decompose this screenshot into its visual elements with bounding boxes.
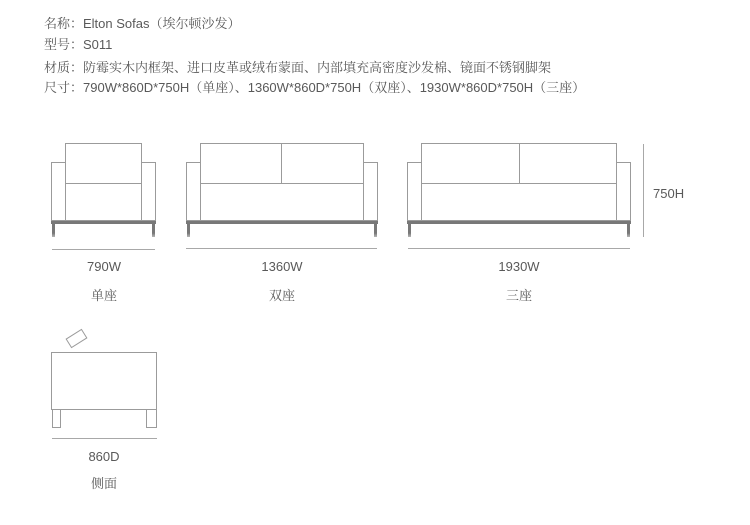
depth-dimension-label: 860D [88,449,120,464]
double-seat-front-drawing [186,143,378,237]
sofa-body-outline [65,143,142,221]
triple-width-dimension-line [408,248,630,249]
front-leg-outline [52,410,61,428]
seat-cushion-line [65,183,142,184]
right-leg [374,224,377,237]
left-leg [187,224,190,237]
height-dimension-line [643,144,644,237]
product-name-line: 名称：Elton Sofas（埃尔顿沙发） [44,16,241,31]
product-material-line: 材质：防霉实木内框架、进口皮革或绒布蒙面、内部填充高密度沙发棉、镜面不锈钢脚架 [44,60,552,75]
base-frame-bar [51,221,156,224]
triple-seat-front-drawing [407,143,631,237]
right-leg [152,224,155,237]
single-seat-front-drawing [51,143,156,237]
double-width-dimension-line [186,248,377,249]
left-armrest-outline [407,162,422,221]
side-view-drawing [51,330,158,429]
triple-view-name-label: 三座 [505,288,532,303]
backrest-divider-line [281,143,282,183]
left-armrest-outline [186,162,201,221]
double-width-dimension-label: 1360W [261,259,303,274]
height-dimension-label: 750H [653,186,685,201]
base-frame-bar [186,221,378,224]
double-view-name-label: 双座 [268,288,295,303]
seat-cushion-line [421,183,617,184]
seat-cushion-line [200,183,364,184]
single-width-dimension-label: 790W [87,259,121,274]
triple-width-dimension-label: 1930W [498,259,540,274]
single-view-name-label: 单座 [90,288,117,303]
right-leg [627,224,630,237]
product-model-line: 型号：S011 [44,37,113,52]
side-view-name-label: 侧面 [90,476,117,491]
backrest-divider-line [519,143,520,183]
right-armrest-outline [141,162,156,221]
tilted-headrest-outline [66,329,88,348]
left-armrest-outline [51,162,66,221]
single-width-dimension-line [52,249,155,250]
left-leg [408,224,411,237]
product-size-line: 尺寸：790W*860D*750H（单座）、1360W*860D*750H（双座）、1930W*860D*750H（三座） [44,80,586,95]
depth-dimension-line [52,438,157,439]
back-leg-outline [146,410,157,428]
right-armrest-outline [616,162,631,221]
left-leg [52,224,55,237]
side-body-outline [51,352,157,410]
right-armrest-outline [363,162,378,221]
sofa-body-outline [200,143,364,221]
base-frame-bar [407,221,631,224]
